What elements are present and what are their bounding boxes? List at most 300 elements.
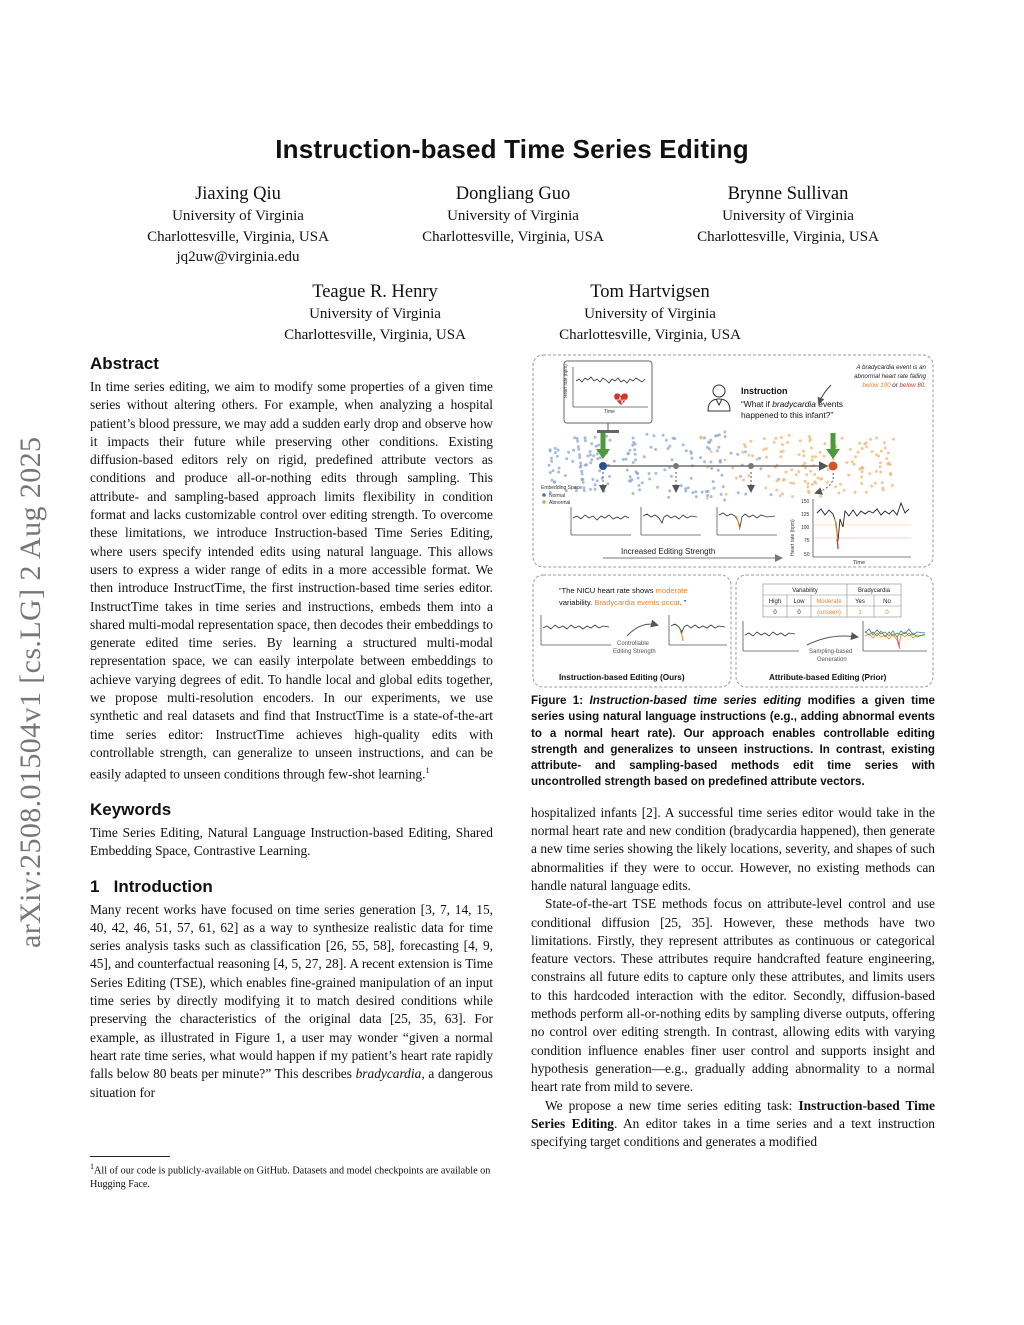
embedding-dot [857,451,860,454]
embedding-dot [779,455,782,458]
author-name: Tom Hartvigsen [590,282,710,302]
embedding-dot [776,480,779,483]
embedding-dot [637,477,640,480]
embedding-dot [706,494,709,497]
embedding-dot [590,442,593,445]
embedding-dot [662,434,665,437]
embedding-dot [861,467,864,470]
ours-label: Instruction-based Editing (Ours) [559,673,685,682]
embedding-dot [553,481,556,484]
embedding-dot [725,493,728,496]
embedding-dot [854,491,857,494]
embedding-dot [792,482,795,485]
author-name: Jiaxing Qiu [195,184,281,204]
embedding-dot [650,446,653,449]
embedding-dot [603,490,606,493]
start-point [599,462,607,470]
embedding-dot [665,439,668,442]
embedding-dot [654,448,657,451]
embedding-dot [685,449,688,452]
embedding-dot [577,445,580,448]
abstract-body [90,378,493,784]
embedding-dot [886,462,889,465]
embedding-dot [634,458,637,461]
right-tick: 50 [804,552,810,558]
embedding-dot [608,475,611,478]
embedding-dot [808,439,811,442]
embedding-dot [799,439,802,442]
embedding-dot [670,475,673,478]
embedding-dot [885,457,888,460]
embedding-dot [874,482,877,485]
embedding-dot [723,431,726,434]
table-head-bradycardia: Bradycardia [857,588,891,594]
embedding-dot [572,449,575,452]
embedding-dot [847,474,850,477]
embedding-dot [699,456,702,459]
embedding-dot [781,492,784,495]
embedding-dot [826,481,829,484]
instruction-title: Instruction [741,386,788,396]
embedding-dot [814,482,817,485]
embedding-dot [632,492,635,495]
embedding-dot [865,491,868,494]
end-point [829,462,838,471]
embedding-dot [770,493,773,496]
top-xlabel: Time [604,409,615,415]
strength-label: Increased Editing Strength [621,547,716,556]
embedding-dot [643,455,646,458]
embedding-dot [687,486,690,489]
embedding-dot [690,452,693,455]
legend-abnormal: Abnormal [549,500,571,506]
embedding-dot [861,470,864,473]
embedding-dot [758,457,761,460]
embedding-dot [875,470,878,473]
embedding-dot [765,456,768,459]
embedding-dot [557,471,560,474]
author-location: Charlottesville, Virginia, USA [284,326,466,343]
edited-series-plot [790,499,911,566]
embedding-dot [823,455,826,458]
intro-emphasis: bradycardia [355,1066,422,1082]
ours-quote-line2: variability. Bradycardia events occur. ” [559,598,687,607]
author-affiliation: University of Virginia [447,208,579,224]
intro-paragraph-2: State-of-the-art TSE methods focus on attribute-level control and use conditional diffusion [25, 35]. However, these methods have two limitations. Firstly, they represent attributes as continuous or categorical feature vectors. These attributes require handcrafted feature engineering, constrains all future edits to capture only these attributes, and limits users to this hardcoded interaction with the editor. Secondly, diffusion-based methods perform all-or-nothing edits by sampling diverse outputs, offering no control over editing strength. In contrast, allowing edits with varying condition influence enables finer user control and supports insight and hypothesis generation—e.g., gradually adding abnormality to a normal heart rate from mild to severe. [531,896,935,1095]
author-name: Brynne Sullivan [727,184,849,204]
embedding-dot [633,448,636,451]
prior-arrow-label1: Sampling-based [809,649,853,655]
table-col: Yes [855,599,865,605]
top-ylabel: Heart rate (bpm) [563,364,568,398]
embedding-dot [690,477,693,480]
embedding-dot [556,455,559,458]
embedding-dot [708,441,711,444]
embedding-dot [782,479,785,482]
embedding-dot [795,473,798,476]
embedding-dot [709,460,712,463]
embedding-dot [712,487,715,490]
embedding-dot [743,443,746,446]
table-col: Low [793,599,805,605]
embedding-dot [813,473,816,476]
embedding-dot [671,458,674,461]
embedding-dot [747,474,750,477]
embedding-dot [797,470,800,473]
keywords-body [90,824,493,861]
embedding-dot [613,460,616,463]
embedding-dot [889,473,892,476]
embedding-dot [865,445,868,448]
embedding-dot [703,460,706,463]
embedding-dot [846,461,849,464]
table-val: 1 [858,610,862,616]
embedding-dot [673,437,676,440]
embedding-dot [584,439,587,442]
legend-title: Embedding Space [541,485,582,491]
legend-normal: Normal [549,493,566,499]
embedding-dot [742,479,745,482]
table-col: Moderate [816,599,842,605]
interp-point [673,463,679,469]
embedding-dot [552,469,555,472]
embedding-dot [583,489,586,492]
embedding-dot [786,441,789,444]
paper-title: Instruction-based Time Series Editing [275,134,749,164]
embedding-dot [596,453,599,456]
ours-arrow-label2: Editing Strength [613,649,656,655]
embedding-dot [629,475,632,478]
embedding-dot [809,470,812,473]
embedding-dot [780,436,783,439]
embedding-dot [579,464,582,467]
embedding-dot [853,463,856,466]
embedding-dot [634,443,637,446]
embedding-dot [720,474,723,477]
author-location: Charlottesville, Virginia, USA [697,228,879,245]
embedding-dot [807,482,810,485]
intro-paragraph-tail: , a dangerous situation for [90,1066,493,1100]
embedding-dot [870,485,873,488]
note-line3: below 100 or below 80. [862,382,926,389]
embedding-dot [775,489,778,492]
embedding-dot [782,450,785,453]
intro-paragraph: Many recent works have focused on time series generation [3, 7, 14, 15, 40, 42, 46, 51, 57, 61, 62] as a way to synthesize realistic data for time series analysis tasks such as classification [26, 55, 58], forecasting [4, 9, 45], and counterfactual reasoning [4, 5, 27, 28]. A recent extension is Time Series Editing (TSE), which enables fine-grained manipulation of an input time series by directly modifying it to match desired conditions while preserving the characteristics of the original data [25, 35, 63]. For example, as illustrated in Figure 1, a user may wonder “given a normal heart rate time series, what would happen if my patient’s heart rate rapidly falls below 80 beats per minute?” This describes [90,901,493,1082]
author-block [668,182,908,247]
embedding-dot [884,447,887,450]
footnote-area [90,1156,493,1191]
embedding-dot [892,438,895,441]
embedding-dot [860,482,863,485]
embedding-dot [578,453,581,456]
embedding-dot [791,495,794,498]
embedding-dot [635,470,638,473]
embedding-dot [626,452,629,455]
author-location: Charlottesville, Virginia, USA [147,228,329,245]
embedding-dot [589,453,592,456]
embedding-dot [751,454,754,457]
embedding-dot [706,497,709,500]
embedding-dot [858,442,861,445]
embedding-dot [817,476,820,479]
embedding-dot [819,495,822,498]
embedding-dot [720,493,723,496]
embedding-dot [759,467,762,470]
ours-quote-line1: “The NICU heart rate shows moderate [559,586,688,595]
embedding-dot [694,490,697,493]
embedding-dot [834,485,837,488]
embedding-dot [891,484,894,487]
embedding-dot [748,454,751,457]
embedding-dot [789,482,792,485]
embedding-dot [737,491,740,494]
embedding-dot [710,450,713,453]
author-affiliation: University of Virginia [584,306,716,322]
author-location: Charlottesville, Virginia, USA [422,228,604,245]
embedding-dot [714,434,717,437]
embedding-dot [625,458,628,461]
embedding-dot [567,451,570,454]
author-block [255,280,495,345]
abstract-text: In time series editing, we aim to modify some properties of a given time series without altering others. For example, when analyzing a hospital patient’s blood pressure, we may add a sudden early drop and observe how it impacts their future while preserving other conditions. Existing diffusion-based editors rely on rigid, predefined attribute vectors as conditions and produce all-or-nothing edits through sampling. This attribute- and sampling-based approach limits flexibility in condition format and lacks customizable control over editing strength. To overcome these limitations, we introduce Instruction-based Time Series Editing, where users specify intended edits using natural language. This allows users to express a wider range of edits in a more accessible format. We then introduce InstructTime, the first instruction-based time series editor. InstructTime takes in time series and instructions, embeds them into a shared multi-modal representation space, then decodes their embeddings to generate edited time series. By learning a structured multi-modal representation space, we can easily interpolate between embeddings to achieve varying degrees of edit. To handle local and global edits together, we propose multi-resolution encoders. In our experiments, we use synthetic and real datasets and find that InstructTime is a state-of-the-art time series editor: InstructTime achieves high-quality edits with controllable strength, can generalize to unseen instructions, and can be easily adapted to unseen conditions through few-shot learning. [90,379,493,782]
embedding-dot [723,499,726,502]
embedding-dot [558,467,561,470]
embedding-dot [819,451,822,454]
embedding-dot [739,475,742,478]
embedding-dot [576,440,579,443]
caption-emphasis: Instruction-based time series editing [589,694,802,707]
author-block [393,182,633,247]
embedding-dot [703,436,706,439]
embedding-dot [579,462,582,465]
embedding-dot [723,459,726,462]
embedding-dot [668,489,671,492]
small-series [571,507,777,535]
footnote-text: All of our code is publicly-available on GitHub. Datasets and model checkpoints are available on Hugging Face. [90,1165,491,1190]
embedding-dot [680,484,683,487]
author-name: Dongliang Guo [455,184,571,204]
right-tick: 150 [801,499,810,505]
embedding-dot [594,488,597,491]
embedding-dot [744,450,747,453]
author-location: Charlottesville, Virginia, USA [559,326,741,343]
embedding-dot [710,495,713,498]
prior-arrow-label2: Generation [817,657,847,663]
embedding-dot [599,456,602,459]
embedding-dot [798,453,801,456]
embedding-dot [784,471,787,474]
embedding-dot [730,452,733,455]
embedding-dot [810,446,813,449]
embedding-dot [722,485,725,488]
embedding-dot [597,444,600,447]
embedding-dot [571,460,574,463]
keywords-heading: Keywords [90,800,172,819]
embedding-dot [811,459,814,462]
embedding-dot [663,468,666,471]
embedding-dot [804,466,807,469]
footnote [90,1160,493,1191]
embedding-dot [667,447,670,450]
embedding-dot [668,445,671,448]
footnote-number: 1 [90,1162,94,1171]
intro-heading: 1 Introduction [90,876,213,896]
embedding-dot [820,478,823,481]
author-name: Teague R. Henry [312,282,438,302]
embedding-dot [811,455,814,458]
embedding-dot [764,486,767,489]
embedding-dot [883,441,886,444]
instruction-text-line2: happened to this infant?” [741,410,834,420]
embedding-dot [549,450,552,453]
table-val: 0 [773,610,777,616]
embedding-dot [788,434,791,437]
embedding-dot [592,454,595,457]
embedding-dot [565,457,568,460]
embedding-dot [763,437,766,440]
embedding-dot [699,436,702,439]
embedding-dot [839,483,842,486]
embedding-dot [626,469,629,472]
embedding-dot [645,433,648,436]
embedding-dot [554,447,557,450]
table-val: 0 [797,610,801,616]
embedding-dot [596,479,599,482]
embedding-dot [804,480,807,483]
embedding-dot [656,486,659,489]
embedding-dot [750,440,753,443]
intro-continued [531,804,935,1152]
embedding-dot [860,476,863,479]
embedding-dot [805,473,808,476]
embedding-dot [590,458,593,461]
embedding-dot [706,446,709,449]
embedding-dot [731,466,734,469]
embedding-dot [882,487,885,490]
embedding-dot [774,437,777,440]
embedding-dot [582,486,585,489]
embedding-dot [632,437,635,440]
arxiv-identifier: arXiv:2508.01504v1 [cs.LG] 2 Aug 2025 [14,436,47,948]
embedding-dot [790,468,793,471]
note-line1: A bradycardia event is an [856,364,926,371]
embedding-dot [550,479,553,482]
monitor-plot [563,361,652,433]
footnote-rule [90,1156,170,1157]
embedding-dot [589,488,592,491]
embedding-dot [802,454,805,457]
author-block [118,182,358,268]
embedding-dot [717,469,720,472]
embedding-dot [881,481,884,484]
embedding-dot [843,489,846,492]
right-ylabel: Heart rate (bpm) [790,519,796,556]
embedding-dot [735,477,738,480]
right-tick: 100 [801,525,810,531]
embedding-dot [765,447,768,450]
embedding-dot [549,471,552,474]
embedding-dot [781,443,784,446]
embedding-dot [598,469,601,472]
embedding-dot [581,478,584,481]
embedding-dot [716,449,719,452]
embedding-dot [806,486,809,489]
right-tick: 75 [804,538,810,544]
embedding-dot [550,460,553,463]
embedding-dot [871,450,874,453]
embedding-dot [706,490,709,493]
author-affiliation: University of Virginia [172,208,304,224]
intro-paragraph-continued: hospitalized infants [2]. A successful time series editor would take in the normal heart rate and new condition (bradycardia happened), then generate a new time series showing the likely locations, severity, and shapes of such abnormalities if they were to occur. However, no existing methods can handle natural language edits. [531,804,935,893]
embedding-dot [854,455,857,458]
embedding-dot [622,458,625,461]
embedding-dot [875,453,878,456]
embedding-dot [573,436,576,439]
doctor-icon [708,385,730,411]
table-val: (unseen) [817,610,841,616]
embedding-dot [638,488,641,491]
embedding-dot [632,461,635,464]
embedding-dot [851,460,854,463]
table-head-variability: Variability [792,588,818,594]
embedding-dot [701,491,704,494]
ours-arrow [627,624,657,636]
embedding-dot [584,436,587,439]
embedding-dot [767,475,770,478]
embedding-dot [557,449,560,452]
embedding-dot [808,435,811,438]
embedding-dot [682,443,685,446]
embedding-dot [584,464,587,467]
intro-body [90,901,493,1102]
prior-label: Attribute-based Editing (Prior) [769,673,887,682]
embedding-dot [589,461,592,464]
embedding-dot [814,455,817,458]
table-col: High [768,599,782,605]
embedding-dot [578,456,581,459]
embedding-dot [841,437,844,440]
embedding-dot [630,478,633,481]
embedding-dot [641,481,644,484]
author-block [530,280,770,345]
embedding-dot [684,490,687,493]
embedding-dot [779,494,782,497]
embedding-dot [887,451,890,454]
right-xlabel: Time [853,560,866,566]
embedding-dot [605,435,608,438]
embedding-dot [582,481,585,484]
embedding-dot [879,471,882,474]
table-val: 0 [885,610,889,616]
embedding-dot [695,495,698,498]
attribute-table [763,584,901,617]
embedding-dot [736,453,739,456]
embedding-dot [741,451,744,454]
embedding-dot [802,450,805,453]
embedding-dot [577,448,580,451]
embedding-dot [717,446,720,449]
footnote-marker: 1 [425,766,430,776]
embedding-dot [863,443,866,446]
embedding-dot [554,451,557,454]
embedding-dot [824,442,827,445]
author-email: jq2uw@virginia.edu [176,249,300,265]
embedding-dot [712,480,715,483]
table-col: No [883,599,891,605]
embedding-dot [548,464,551,467]
note-line2: abnormal heart rate falling [854,373,926,380]
embedding-dot [868,472,871,475]
